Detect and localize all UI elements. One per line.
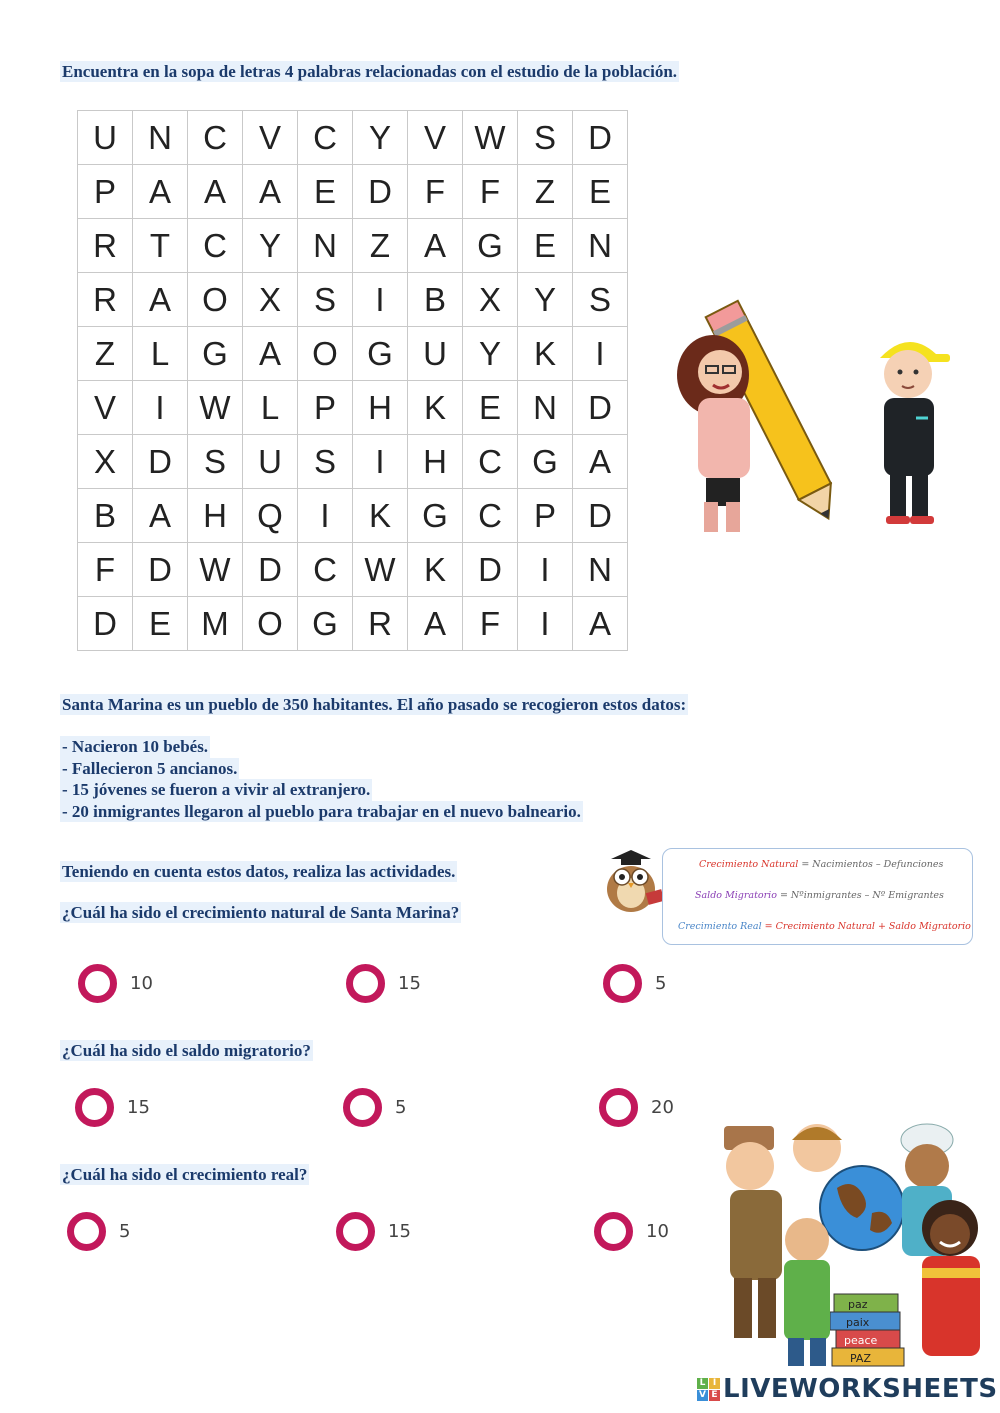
grid-cell[interactable]: N [573,219,628,273]
grid-cell[interactable]: X [243,273,298,327]
radio-ring-icon[interactable] [78,964,117,1003]
grid-cell[interactable]: C [463,435,518,489]
grid-cell[interactable]: Y [353,111,408,165]
grid-cell[interactable]: C [188,219,243,273]
q3-option-3[interactable] [594,1212,669,1251]
list-item: - 15 jóvenes se fueron a vivir al extranjero. [62,780,371,799]
radio-ring-icon[interactable] [67,1212,106,1251]
radio-ring-icon[interactable] [343,1088,382,1127]
grid-cell[interactable]: I [518,597,573,651]
radio-ring-icon[interactable] [336,1212,375,1251]
grid-cell[interactable]: P [298,381,353,435]
list-item: - Fallecieron 5 ancianos. [62,758,238,778]
option-label: 5 [655,973,667,994]
grid-cell[interactable]: S [518,111,573,165]
instruction-text: Encuentra en la sopa de letras 4 palabras relacionadas con el estudio de la población. [62,62,678,81]
radio-ring-icon[interactable] [346,964,385,1003]
formula-natural: Crecimiento Natural = Nacimientos – Defunciones [699,859,944,870]
grid-cell[interactable]: U [408,327,463,381]
grid-cell[interactable]: D [133,543,188,597]
grid-cell[interactable]: K [518,327,573,381]
grid-cell[interactable]: O [243,597,298,651]
grid-row [78,273,628,327]
grid-cell[interactable]: W [188,543,243,597]
grid-cell[interactable]: F [463,165,518,219]
radio-ring-icon[interactable] [599,1088,638,1127]
grid-cell[interactable]: V [408,111,463,165]
grid-row [78,219,628,273]
grid-cell[interactable]: D [573,381,628,435]
grid-cell[interactable]: H [188,489,243,543]
grid-cell[interactable]: E [298,165,353,219]
grid-cell[interactable]: R [78,273,133,327]
grid-cell[interactable]: I [353,435,408,489]
brand-name: LIVEWORKSHEETS [723,1374,998,1404]
grid-cell[interactable]: B [408,273,463,327]
grid-cell[interactable]: Z [78,327,133,381]
grid-cell[interactable]: I [298,489,353,543]
grid-cell[interactable]: U [243,435,298,489]
grid-cell[interactable]: A [133,273,188,327]
grid-cell[interactable]: C [298,543,353,597]
grid-cell[interactable]: M [188,597,243,651]
grid-cell[interactable]: A [573,435,628,489]
grid-cell[interactable]: D [573,111,628,165]
grid-cell[interactable]: D [463,543,518,597]
q3-option-2[interactable] [336,1212,411,1251]
grid-cell[interactable]: S [188,435,243,489]
grid-cell[interactable]: D [353,165,408,219]
owl-teacher-icon [597,845,667,915]
grid-cell[interactable]: O [298,327,353,381]
q1-option-3[interactable] [603,964,666,1003]
grid-cell[interactable]: A [243,165,298,219]
grid-cell[interactable]: V [78,381,133,435]
q2-option-2[interactable] [343,1088,406,1127]
data-list [60,736,583,822]
formula-real: Crecimiento Real = Crecimiento Natural + Saldo Migratorio [678,921,971,932]
grid-cell[interactable]: O [188,273,243,327]
grid-cell[interactable]: D [243,543,298,597]
grid-cell[interactable]: F [408,165,463,219]
grid-row [78,543,628,597]
grid-cell[interactable]: Y [518,273,573,327]
book-label: paz [848,1298,868,1311]
problem-intro: Santa Marina es un pueblo de 350 habitantes. El año pasado se recogieron estos datos: [62,695,687,714]
activities-intro: Teniendo en cuenta estos datos, realiza las actividades. [62,862,456,881]
teacher-and-student-illustration [668,290,978,540]
q1-option-1[interactable] [78,964,153,1003]
grid-cell[interactable]: I [573,327,628,381]
grid-cell[interactable]: W [188,381,243,435]
radio-ring-icon[interactable] [603,964,642,1003]
grid-cell[interactable]: Q [243,489,298,543]
grid-cell[interactable]: A [133,489,188,543]
list-item: - 20 inmigrantes llegaron al pueblo para trabajar en el nuevo balneario. [62,801,581,821]
grid-cell[interactable]: C [188,111,243,165]
grid-cell[interactable]: E [133,597,188,651]
grid-cell[interactable]: A [408,597,463,651]
option-label: 5 [395,1097,407,1118]
grid-cell[interactable]: E [573,165,628,219]
option-label: 10 [130,973,153,994]
grid-cell[interactable]: G [298,597,353,651]
option-label: 20 [651,1097,674,1118]
q2-option-1[interactable] [75,1088,150,1127]
book-label: PAZ [850,1352,871,1365]
question-1: ¿Cuál ha sido el crecimiento natural de Santa Marina? [62,903,460,922]
grid-cell[interactable]: A [408,219,463,273]
grid-row [78,111,628,165]
option-label: 15 [388,1221,411,1242]
book-label: paix [846,1316,870,1329]
grid-cell[interactable]: K [408,543,463,597]
grid-cell[interactable]: I [518,543,573,597]
q2-option-3[interactable] [599,1088,674,1127]
grid-cell[interactable]: X [78,435,133,489]
grid-cell[interactable]: A [243,327,298,381]
grid-cell[interactable]: I [133,381,188,435]
formula-box [662,848,973,945]
grid-cell[interactable]: G [408,489,463,543]
grid-cell[interactable]: N [133,111,188,165]
grid-cell[interactable]: C [298,111,353,165]
grid-cell[interactable]: G [463,219,518,273]
formula-migratory: Saldo Migratorio = Nºinmigrantes – Nº Emigrantes [695,890,944,901]
grid-cell[interactable]: U [78,111,133,165]
grid-cell[interactable]: D [78,597,133,651]
grid-cell[interactable]: E [518,219,573,273]
book-label: peace [844,1334,878,1347]
grid-cell[interactable]: C [463,489,518,543]
grid-cell[interactable]: A [133,165,188,219]
grid-cell[interactable]: P [78,165,133,219]
children-globe-illustration [722,1118,992,1370]
grid-cell[interactable]: S [573,273,628,327]
grid-cell[interactable]: T [133,219,188,273]
grid-cell[interactable]: N [573,543,628,597]
grid-cell[interactable]: P [518,489,573,543]
grid-cell[interactable]: X [463,273,518,327]
option-label: 15 [398,973,421,994]
grid-cell[interactable]: Z [518,165,573,219]
q1-option-2[interactable] [346,964,421,1003]
grid-cell[interactable]: S [298,273,353,327]
grid-cell[interactable]: K [408,381,463,435]
grid-row [78,489,628,543]
option-label: 10 [646,1221,669,1242]
grid-cell[interactable]: A [188,165,243,219]
list-item: - Nacieron 10 bebés. [62,737,209,756]
question-2: ¿Cuál ha sido el saldo migratorio? [62,1041,311,1060]
word-search-grid[interactable] [77,110,628,651]
grid-cell[interactable]: R [353,597,408,651]
grid-cell[interactable]: E [463,381,518,435]
grid-row [78,381,628,435]
grid-cell[interactable]: H [408,435,463,489]
grid-cell[interactable]: A [573,597,628,651]
grid-cell[interactable]: K [353,489,408,543]
brand-logo-icon: L I V E [697,1378,720,1401]
grid-cell[interactable]: L [243,381,298,435]
grid-cell[interactable]: G [518,435,573,489]
grid-cell[interactable]: D [573,489,628,543]
grid-cell[interactable]: W [463,111,518,165]
grid-row [78,165,628,219]
grid-cell[interactable]: Y [243,219,298,273]
grid-cell[interactable]: Z [353,219,408,273]
grid-cell[interactable]: V [243,111,298,165]
grid-cell[interactable]: G [353,327,408,381]
grid-row [78,435,628,489]
grid-cell[interactable]: W [353,543,408,597]
grid-cell[interactable]: N [298,219,353,273]
grid-cell[interactable]: Y [463,327,518,381]
grid-cell[interactable]: R [78,219,133,273]
grid-cell[interactable]: H [353,381,408,435]
liveworksheets-brand [697,1374,998,1404]
grid-cell[interactable]: S [298,435,353,489]
q3-option-1[interactable] [67,1212,130,1251]
radio-ring-icon[interactable] [594,1212,633,1251]
grid-row [78,597,628,651]
grid-cell[interactable]: B [78,489,133,543]
option-label: 5 [119,1221,131,1242]
grid-row [78,327,628,381]
grid-cell[interactable]: F [78,543,133,597]
grid-cell[interactable]: I [353,273,408,327]
grid-cell[interactable]: N [518,381,573,435]
grid-cell[interactable]: D [133,435,188,489]
radio-ring-icon[interactable] [75,1088,114,1127]
grid-cell[interactable]: G [188,327,243,381]
option-label: 15 [127,1097,150,1118]
grid-cell[interactable]: L [133,327,188,381]
question-3: ¿Cuál ha sido el crecimiento real? [62,1165,308,1184]
grid-cell[interactable]: F [463,597,518,651]
